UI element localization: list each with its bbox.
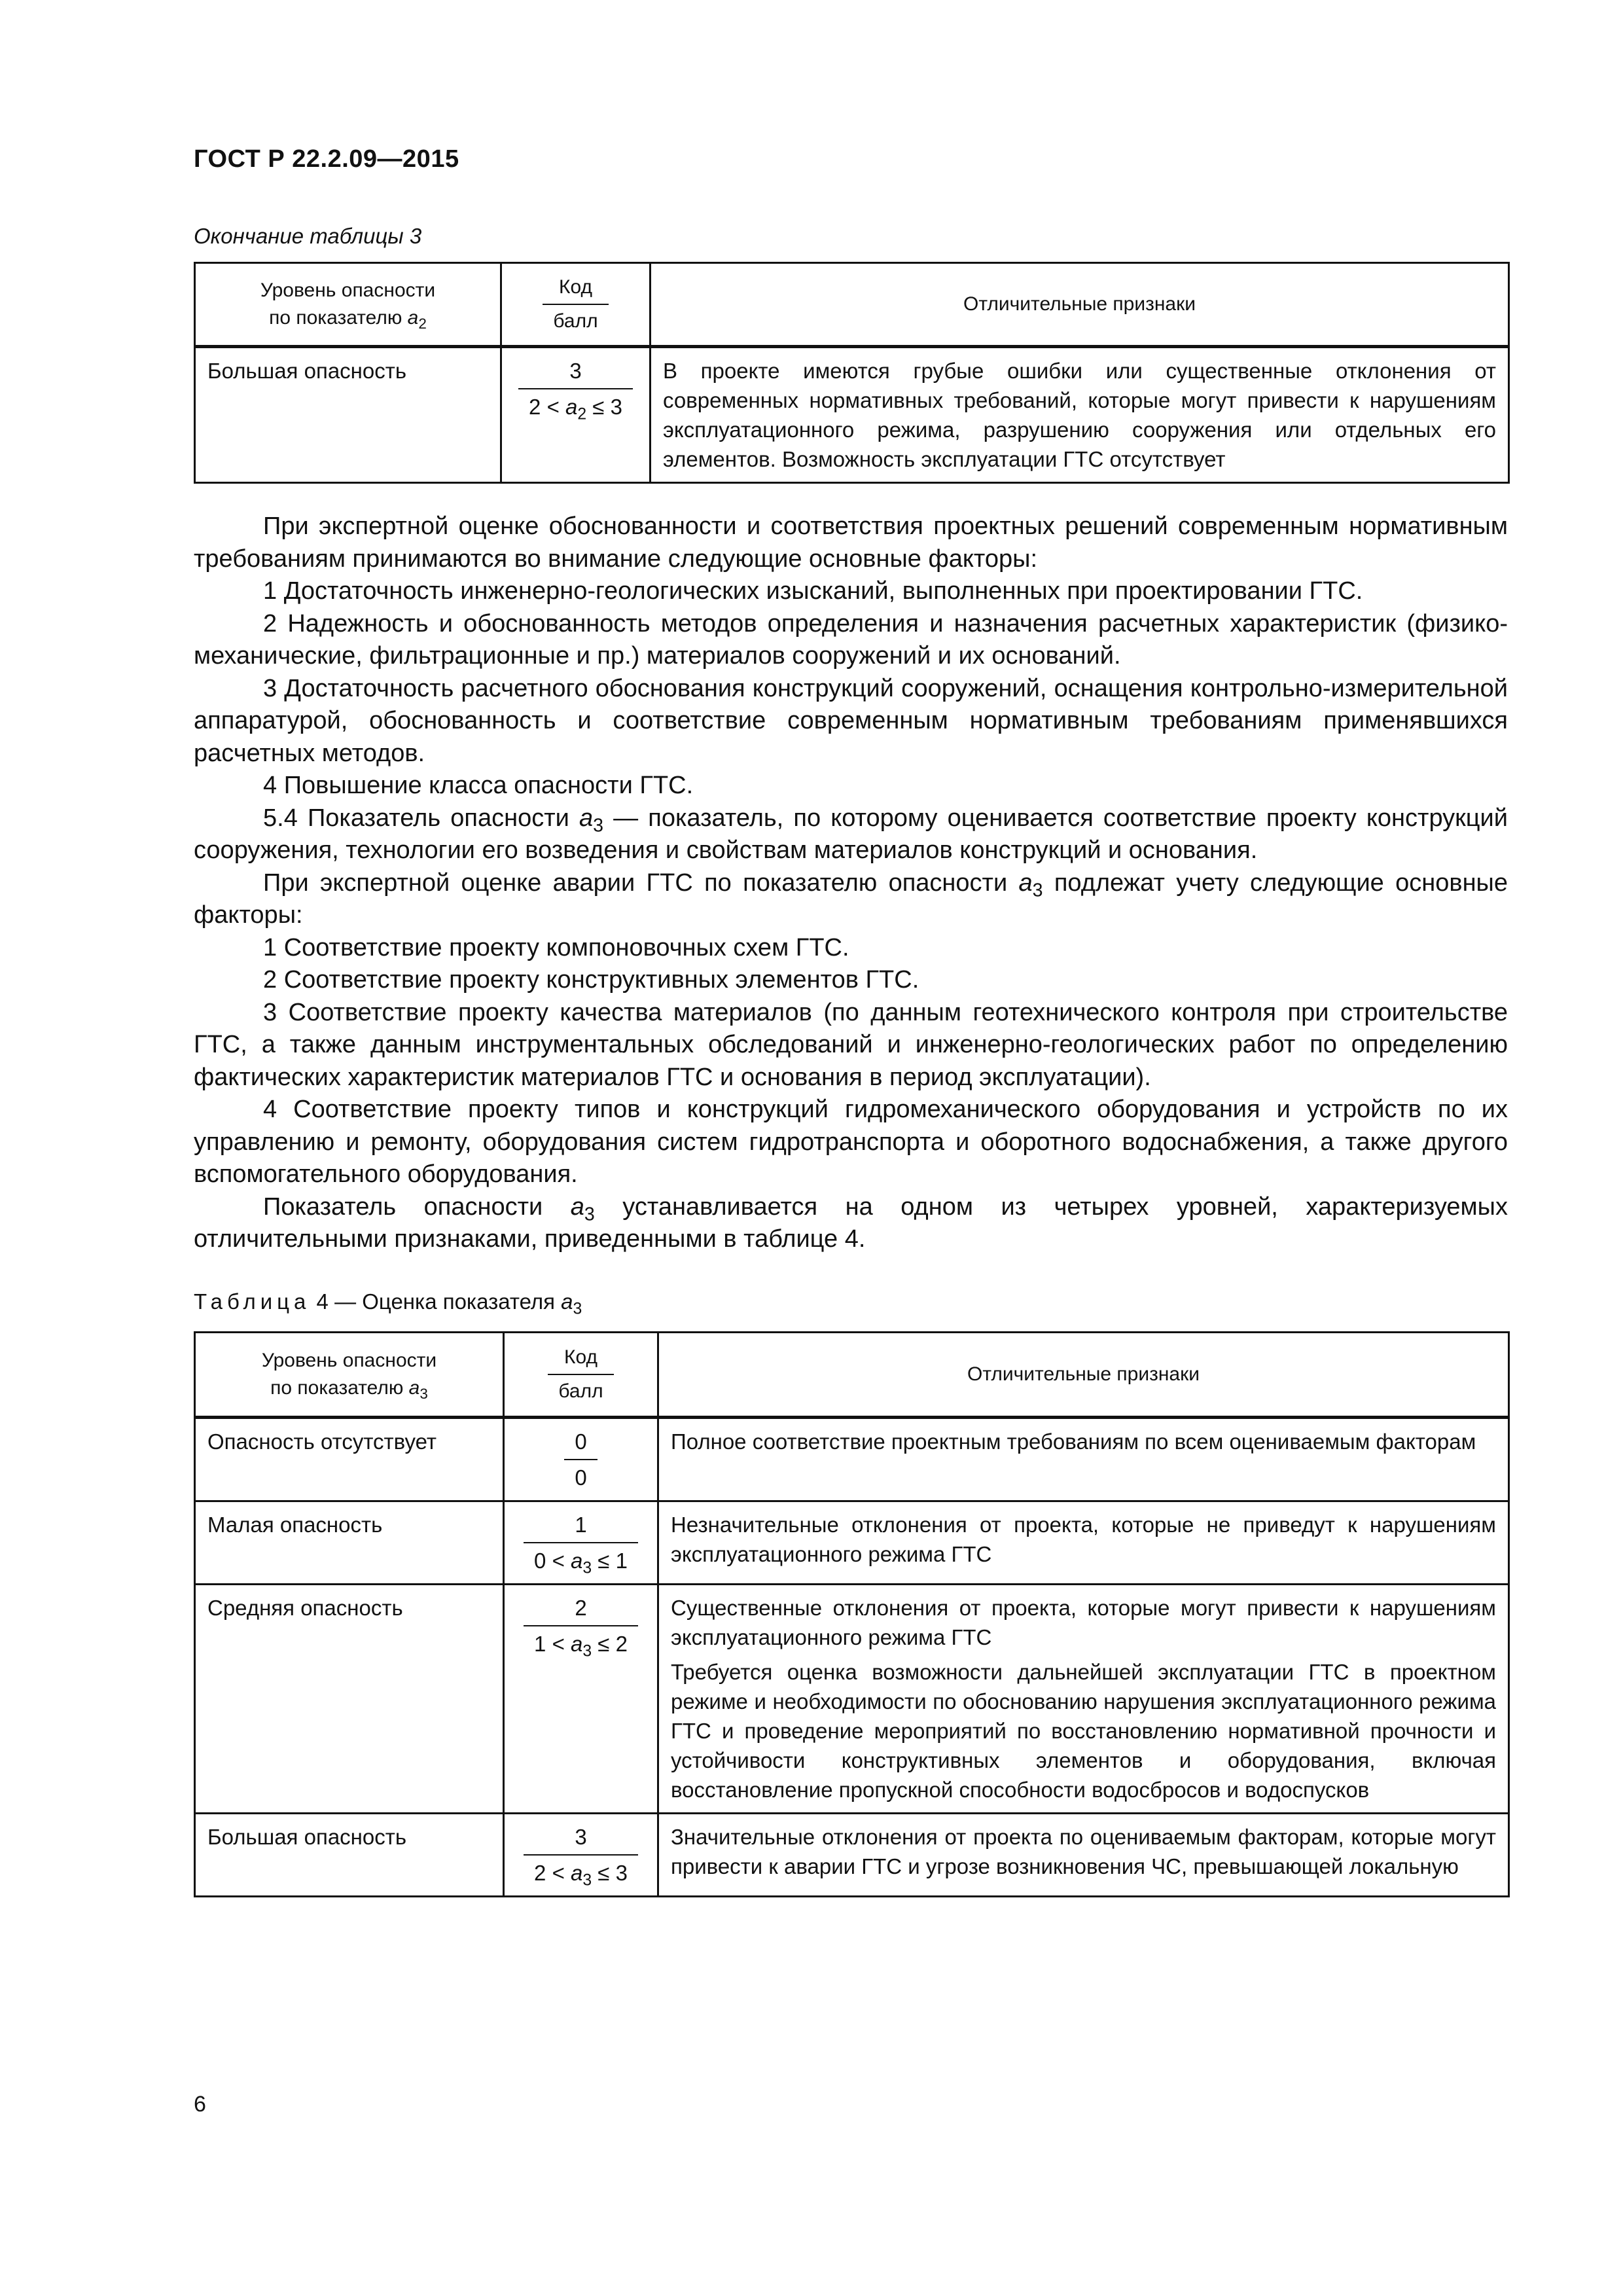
level-cell: Средняя опасность <box>195 1585 504 1814</box>
code-value: 1 <box>575 1513 587 1537</box>
header-level-line1: Уровень опасности <box>260 279 436 301</box>
table-row <box>195 1418 1509 1501</box>
table4-caption: Таблица 4 — Оценка показателя $a_3$ <box>194 1289 582 1318</box>
header-level <box>195 1333 504 1418</box>
level-cell: Большая опасность <box>195 347 501 483</box>
table-4 <box>194 1331 1510 1897</box>
code-cell <box>504 1418 658 1501</box>
code-range: $2 < a_3 \le 3$ <box>524 1854 638 1888</box>
code-range: 0 <box>564 1459 597 1492</box>
signs-cell: Незначительные отклонения от проекта, которые не приведут к нарушениям эксплуатационного режима ГТС <box>658 1501 1509 1585</box>
code-cell <box>504 1814 658 1897</box>
header-level <box>195 263 501 347</box>
level-cell: Большая опасность <box>195 1814 504 1897</box>
table-header-row <box>195 1333 1509 1418</box>
table-row <box>195 347 1509 483</box>
code-value: 3 <box>575 1825 587 1849</box>
document-standard-number: ГОСТ Р 22.2.09—2015 <box>194 145 459 173</box>
code-range: $0 < a_3 \le 1$ <box>524 1542 638 1575</box>
paragraph: 1 Достаточность инженерно-геологических изысканий, выполненных при проектировании ГТС. <box>263 577 1363 605</box>
paragraph: 1 Соответствие проекту компоновочных схем ГТС. <box>263 933 849 961</box>
table-3-end <box>194 262 1510 484</box>
paragraph: 4 Соответствие проекту типов и конструкций гидромеханического оборудования и устройств по их управлению и ремонту, оборудования систем гидротранспорта и оборотного водоснабжения, а также другого вспомогательного оборудования. <box>194 1096 1508 1188</box>
level-cell: Опасность отсутствует <box>195 1418 504 1501</box>
paragraph: При экспертной оценке обоснованности и соответствия проектных решений современным нормативным требованиям принимаются во внимание следующие основные факторы: <box>194 512 1508 573</box>
table-header-row <box>195 263 1509 347</box>
signs-cell: Существенные отклонения от проекта, которые могут привести к нарушениям эксплуатационного режима ГТС Требуется оценка возможности дальнейшей эксплуатации ГТС в проектном режиме и необходимости по обоснованию нарушения эксплуатационного режима ГТС и проведение мероприятий по восстановлению нормативной прочности и устойчивости конструктивных элементов и оборудования, включая восстановление пропускной способности водосбросов и водоспусков <box>658 1585 1509 1814</box>
code-cell <box>501 347 651 483</box>
header-level-line2: по показателю $a_2$ <box>269 307 427 332</box>
code-range: $1 < a_3 \le 2$ <box>524 1625 638 1659</box>
signs-cell: Полное соответствие проектным требованиям по всем оцениваемым факторам <box>658 1418 1509 1501</box>
code-value: 3 <box>569 359 582 383</box>
code-value: 2 <box>575 1596 587 1620</box>
paragraph: 3 Достаточность расчетного обоснования конструкций сооружений, оснащения контрольно-измерительной аппаратурой, обоснованность и соответствие современным нормативным требованиям применявшихся расчетных методов. <box>194 674 1508 767</box>
header-code <box>501 263 651 347</box>
level-cell: Малая опасность <box>195 1501 504 1585</box>
paragraph: 2 Соответствие проекту конструктивных элементов ГТС. <box>263 966 919 994</box>
paragraph: Показатель опасности $a_3$ устанавливается на одном из четырех уровней, характеризуемых отличительными признаками, приведенными в таблице 4. <box>194 1193 1508 1253</box>
signs-cell: В проекте имеются грубые ошибки или существенные отклонения от современных нормативных требований, которые могут привести к нарушениям эксплуатационного режима, разрушению сооружения или отдельных его элементов. Возможность эксплуатации ГТС отсутствует <box>651 347 1509 483</box>
header-level-line1: Уровень опасности <box>261 1350 437 1371</box>
table3-continuation-caption: Окончание таблицы 3 <box>194 224 422 248</box>
header-code <box>504 1333 658 1418</box>
code-cell <box>504 1585 658 1814</box>
code-cell <box>504 1501 658 1585</box>
header-signs: Отличительные признаки <box>658 1333 1509 1418</box>
header-level-line2: по показателю $a_3$ <box>270 1377 428 1402</box>
header-code-top: Код <box>558 276 592 298</box>
header-code-bottom: балл <box>548 1374 613 1405</box>
paragraph-5-4: 5.4 Показатель опасности $a_3$ — показатель, по которому оценивается соответствие проекту конструкций сооружения, технологии его возведения и свойствам материалов конструкций и основания. <box>194 804 1508 864</box>
paragraph: 2 Надежность и обоснованность методов определения и назначения расчетных характеристик (физико-механические, фильтрационные и пр.) материалов сооружений и их оснований. <box>194 609 1508 670</box>
header-code-top: Код <box>563 1346 597 1368</box>
paragraph: 4 Повышение класса опасности ГТС. <box>263 772 694 799</box>
header-signs: Отличительные признаки <box>651 263 1509 347</box>
table-row <box>195 1501 1509 1585</box>
paragraph: 3 Соответствие проекту качества материалов (по данным геотехнического контроля при строительстве ГТС, а также данным инструментальных обследований и инженерно-геологических работ по определению фактических характеристик материалов ГТС и основания в период эксплуатации). <box>194 998 1508 1091</box>
page-number: 6 <box>194 2092 206 2117</box>
body-text <box>194 511 1508 1256</box>
table-row <box>195 1814 1509 1897</box>
header-code-bottom: балл <box>543 304 608 335</box>
table-row <box>195 1585 1509 1814</box>
paragraph: При экспертной оценке аварии ГТС по показателю опасности $a_3$ подлежат учету следующие основные факторы: <box>194 869 1508 929</box>
code-value: 0 <box>575 1429 587 1454</box>
code-range: $2 < a_2 \le 3$ <box>518 388 633 422</box>
signs-cell: Значительные отклонения от проекта по оцениваемым факторам, которые могут привести к аварии ГТС и угрозе возникновения ЧС, превышающей локальную <box>658 1814 1509 1897</box>
